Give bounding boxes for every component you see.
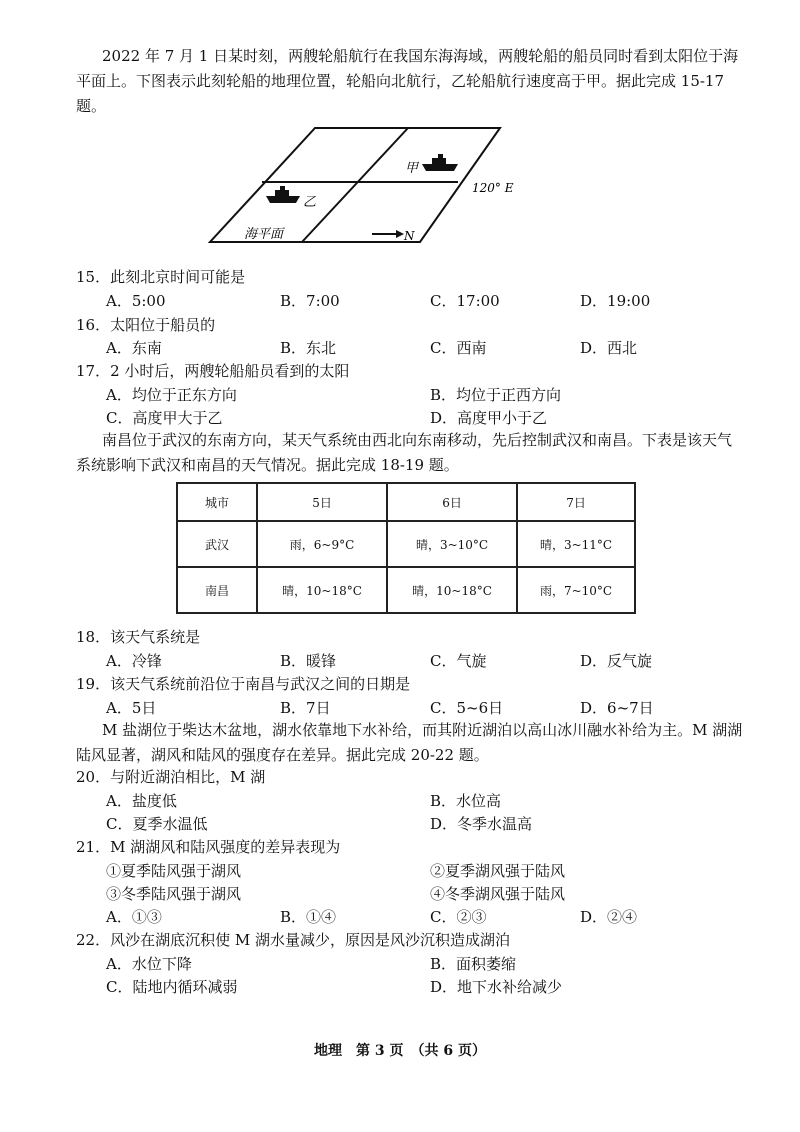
ship-icon-a <box>422 154 458 171</box>
q19-option-d: D．6~7日 <box>580 699 654 717</box>
q16-option-c: C．西南 <box>430 339 487 357</box>
q20-option-c: C．夏季水温低 <box>106 815 208 833</box>
q16-option-a: A．东南 <box>106 339 162 357</box>
q21-option-a: A．①③ <box>106 908 162 926</box>
table-cell: 雨，7~10°C <box>517 567 635 613</box>
question-22-stem: 22．风沙在湖底沉积使 M 湖水量减少，原因是风沙沉积造成湖泊 <box>76 931 510 949</box>
q19-option-c: C．5~6日 <box>430 699 504 717</box>
q21-statement-1: ①夏季陆风强于湖风 <box>106 862 242 880</box>
question-15-stem: 15．此刻北京时间可能是 <box>76 268 246 286</box>
question-17-stem: 17．2 小时后，两艘轮船船员看到的太阳 <box>76 362 350 380</box>
q21-option-b: B．①④ <box>280 908 337 926</box>
q21-option-d: D．②④ <box>580 908 638 926</box>
weather-table <box>176 482 636 614</box>
table-cell: 南昌 <box>177 567 257 613</box>
north-label: N <box>404 229 415 243</box>
table-row <box>177 521 635 567</box>
q19-option-a: A．5日 <box>106 699 157 717</box>
q22-option-d: D．地下水补给减少 <box>430 978 563 996</box>
ship-label-b: 乙 <box>303 195 317 210</box>
q18-option-a: A．冷锋 <box>106 652 162 670</box>
question-21-stem: 21．M 湖湖风和陆风强度的差异表现为 <box>76 838 341 856</box>
ship-position-diagram <box>200 120 530 250</box>
ship-icon-b <box>266 186 300 203</box>
longitude-label: 120° E <box>472 181 514 195</box>
question-18-stem: 18．该天气系统是 <box>76 628 201 646</box>
q21-statement-2: ②夏季湖风强于陆风 <box>430 862 566 880</box>
table-cell: 武汉 <box>177 521 257 567</box>
q22-option-a: A．水位下降 <box>106 955 192 973</box>
question-20-stem: 20．与附近湖泊相比，M 湖 <box>76 768 266 786</box>
q18-option-d: D．反气旋 <box>580 652 653 670</box>
q15-option-d: D．19:00 <box>580 292 651 310</box>
q17-option-b: B．均位于正西方向 <box>430 386 562 404</box>
q16-option-d: D．西北 <box>580 339 638 357</box>
table-header-cell: 5日 <box>257 483 387 521</box>
q21-statement-3: ③冬季陆风强于湖风 <box>106 885 242 903</box>
table-header-row <box>177 483 635 521</box>
intro-paragraph-18-19: 南昌位于武汉的东南方向，某天气系统由西北向东南移动，先后控制武汉和南昌。下表是该天气系统影响下武汉和南昌的天气情况。据此完成 18-19 题。 <box>76 431 733 474</box>
q20-option-d: D．冬季水温高 <box>430 815 533 833</box>
q17-option-d: D．高度甲小于乙 <box>430 409 548 427</box>
sea-level-label: 海平面 <box>244 227 284 242</box>
q21-statement-4: ④冬季湖风强于陆风 <box>430 885 566 903</box>
q19-option-b: B．7日 <box>280 699 331 717</box>
table-cell: 晴，10~18°C <box>257 567 387 613</box>
q18-option-c: C．气旋 <box>430 652 487 670</box>
intro-paragraph-20-22: M 盐湖位于柴达木盆地，湖水依靠地下水补给，而其附近湖泊以高山冰川融水补给为主。M 湖湖陆风显著，湖风和陆风的强度存在差异。据此完成 20-22 题。 <box>76 721 743 764</box>
q16-option-b: B．东北 <box>280 339 337 357</box>
q15-option-c: C．17:00 <box>430 292 500 310</box>
table-header-cell: 城市 <box>177 483 257 521</box>
q22-option-c: C．陆地内循环减弱 <box>106 978 238 996</box>
q15-option-b: B．7:00 <box>280 292 340 310</box>
q21-option-c: C．②③ <box>430 908 487 926</box>
q20-option-a: A．盐度低 <box>106 792 177 810</box>
q15-option-a: A．5:00 <box>106 292 166 310</box>
q17-option-a: A．均位于正东方向 <box>106 386 237 404</box>
table-cell: 晴，10~18°C <box>387 567 517 613</box>
table-row <box>177 567 635 613</box>
intro-paragraph-15-17: 2022 年 7 月 1 日某时刻，两艘轮船航行在我国东海海域，两艘轮船的船员同时看到太阳位于海平面上。下图表示此刻轮船的地理位置，轮船向北航行，乙轮船航行速度高于甲。据此完成 15-17 题。 <box>76 47 739 115</box>
table-header-cell: 6日 <box>387 483 517 521</box>
north-arrow-icon <box>372 230 404 238</box>
ship-label-a: 甲 <box>405 161 419 176</box>
q20-option-b: B．水位高 <box>430 792 502 810</box>
table-cell: 雨，6~9°C <box>257 521 387 567</box>
table-header-cell: 7日 <box>517 483 635 521</box>
table-cell: 晴，3~10°C <box>387 521 517 567</box>
table-cell: 晴，3~11°C <box>517 521 635 567</box>
question-19-stem: 19．该天气系统前沿位于南昌与武汉之间的日期是 <box>76 675 411 693</box>
grid-line-vertical <box>302 128 408 242</box>
question-16-stem: 16．太阳位于船员的 <box>76 316 216 334</box>
q22-option-b: B．面积萎缩 <box>430 955 517 973</box>
q17-option-c: C．高度甲大于乙 <box>106 409 223 427</box>
q18-option-b: B．暖锋 <box>280 652 337 670</box>
page-footer: 地理 第 3 页 （共 6 页） <box>314 1043 486 1059</box>
